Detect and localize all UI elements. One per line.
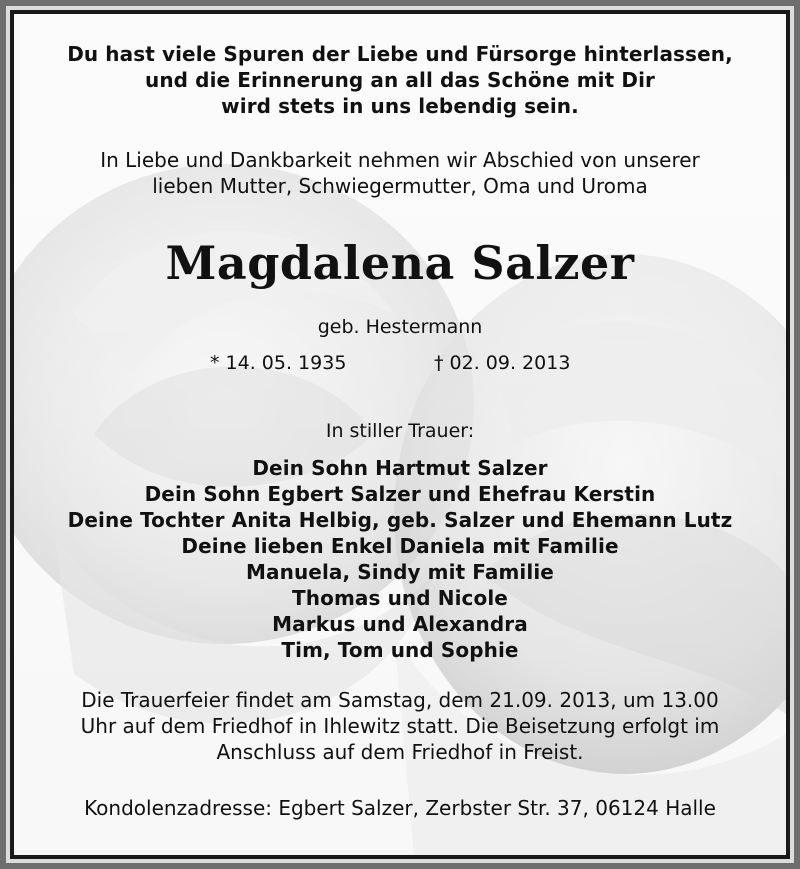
- funeral-info-line-2: Uhr auf dem Friedhof in Ihlewitz statt. Die Beisetzung erfolgt im: [80, 714, 720, 738]
- mourner-line: Deine lieben Enkel Daniela mit Familie: [181, 534, 619, 558]
- verse-line-3: wird stets in uns lebendig sein.: [221, 94, 579, 118]
- mourner-line: Thomas und Nicole: [292, 586, 508, 610]
- mourner-line: Manuela, Sindy mit Familie: [246, 560, 554, 584]
- mourning-heading: In stiller Trauer:: [325, 420, 475, 442]
- intro-line-1: In Liebe und Dankbarkeit nehmen wir Abschied von unserer: [100, 148, 700, 172]
- deceased-name: Magdalena Salzer: [165, 236, 635, 290]
- verse-line-2: und die Erinnerung an all das Schöne mit Dir: [145, 68, 655, 92]
- verse-line-1: Du hast viele Spuren der Liebe und Fürsorge hinterlassen,: [67, 42, 733, 66]
- mourner-line: Markus und Alexandra: [272, 612, 528, 636]
- condolence-address: Kondolenzadresse: Egbert Salzer, Zerbster Str. 37, 06124 Halle: [84, 796, 716, 820]
- intro-line-2: lieben Mutter, Schwiegermutter, Oma und Uroma: [152, 174, 648, 198]
- birth-date: * 14. 05. 1935: [210, 352, 347, 374]
- mourner-line: Tim, Tom und Sophie: [281, 638, 519, 662]
- death-date: † 02. 09. 2013: [434, 352, 571, 374]
- funeral-info-line-3: Anschluss auf dem Friedhof in Freist.: [216, 740, 584, 764]
- mourner-line: Dein Sohn Egbert Salzer und Ehefrau Kerstin: [144, 482, 656, 506]
- mourner-line: Deine Tochter Anita Helbig, geb. Salzer und Ehemann Lutz: [67, 508, 733, 532]
- mourner-line: Dein Sohn Hartmut Salzer: [252, 456, 548, 480]
- maiden-name: geb. Hestermann: [317, 316, 483, 338]
- obituary-card: [14, 14, 786, 855]
- obituary-text: [14, 14, 786, 855]
- funeral-info-line-1: Die Trauerfeier findet am Samstag, dem 21.09. 2013, um 13.00: [81, 688, 719, 712]
